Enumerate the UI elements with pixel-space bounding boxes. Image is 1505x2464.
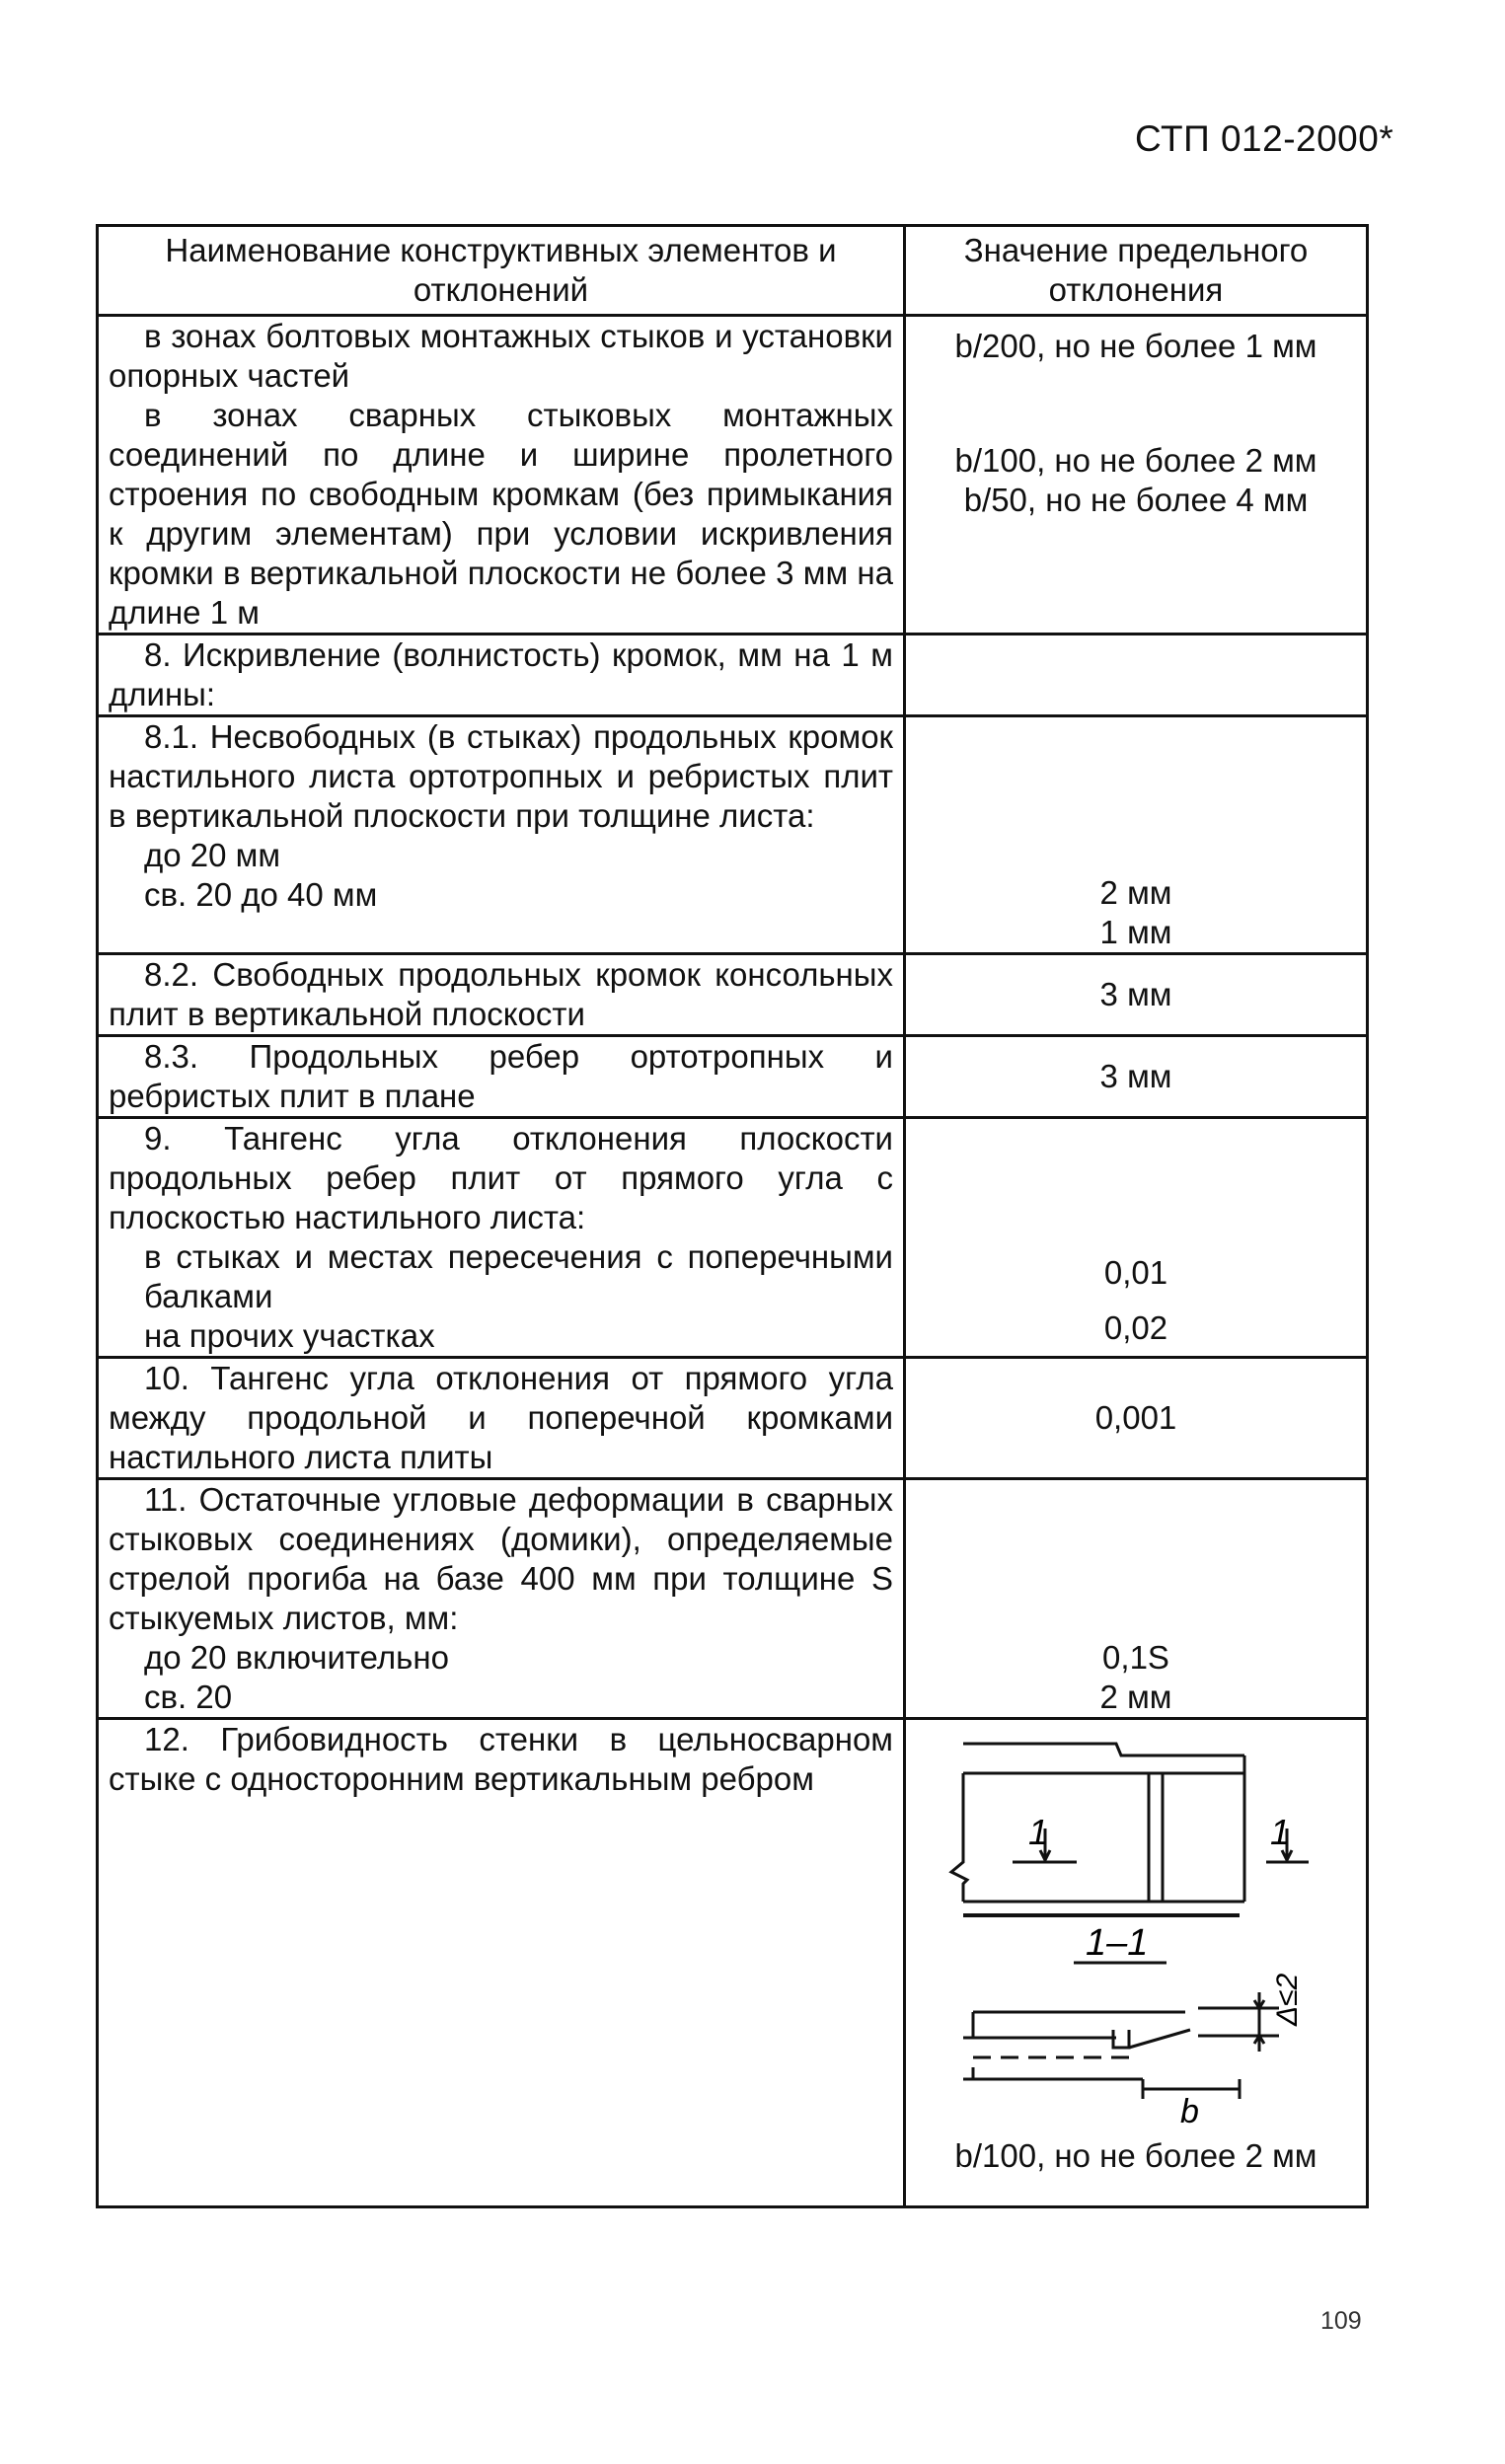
row-value: 0,1S (1102, 1639, 1169, 1676)
table-row (98, 954, 1368, 1036)
row-text: 9. Тангенс угла отклонения плоскости продольных ребер плит от прямого угла с плоскостью настильного листа: (109, 1120, 893, 1235)
section-title: 1–1 (1086, 1922, 1149, 1964)
row-value: b/100, но не более 2 мм (954, 442, 1317, 479)
table-header-row (98, 226, 1368, 316)
page-number: 109 (1320, 2307, 1362, 2335)
b-dimension-label: b (1180, 2093, 1199, 2128)
row-value: 3 мм (905, 1036, 1368, 1118)
table-row (98, 316, 1368, 635)
row-subitem: в стыках и местах пересечения с поперечными балками (144, 1238, 893, 1314)
table-row (98, 1118, 1368, 1358)
row-value: 0,01 (1103, 1254, 1168, 1291)
row-text: 10. Тангенс угла отклонения от прямого угла между продольной и поперечной кромками настильного листа плиты (109, 1360, 893, 1475)
row-text: 12. Грибовидность стенки в цельносварном стыке с односторонним вертикальным ребром (109, 1721, 893, 1797)
row-value: 2 мм (1099, 874, 1172, 911)
delta-label: Δ≤2 (1271, 1973, 1304, 2026)
column-header-value: Значение предельного отклонения (905, 226, 1368, 316)
row-text: 11. Остаточные угловые деформации в сварных стыковых соединениях (домики), определяемые стрелой прогиба на базе 400 мм при толщине S стыкуемых листов, мм: (109, 1481, 893, 1636)
row-text: 8.2. Свободных продольных кромок консольных плит в вертикальной плоскости (109, 956, 893, 1032)
row-subitem: на прочих участках (144, 1317, 435, 1354)
vertical-rib (1149, 1773, 1163, 1902)
row-value: 0,02 (1103, 1309, 1168, 1346)
row-value: b/200, но не более 1 мм (954, 328, 1317, 364)
row-value: b/100, но не более 2 мм (954, 2137, 1317, 2174)
row-value: 0,001 (905, 1358, 1368, 1479)
row-subitem: св. 20 до 40 мм (144, 876, 378, 913)
table-row (98, 1358, 1368, 1479)
tolerance-table (96, 224, 1369, 2208)
deformed-web-line (1129, 2030, 1190, 2048)
table-row (98, 1719, 1368, 2207)
top-flange-line (963, 1744, 1244, 1755)
row-text: 8.3. Продольных ребер ортотропных и ребристых плит в плане (109, 1038, 893, 1114)
row-value: 3 мм (905, 954, 1368, 1036)
column-header-name: Наименование конструктивных элементов и отклонений (98, 226, 905, 316)
row-text: 8.1. Несвободных (в стыках) продольных кромок настильного листа ортотропных и ребристых плит в вертикальной плоскости при толщине листа: (109, 718, 893, 834)
row-subitem: до 20 мм (144, 837, 281, 873)
section-mark-right: 1 (1270, 1812, 1291, 1852)
row-subitem: до 20 включительно (144, 1639, 449, 1676)
table-row (98, 716, 1368, 954)
table-row (98, 1036, 1368, 1118)
section-mark-left: 1 (1028, 1812, 1049, 1852)
row-subitem: св. 20 (144, 1679, 233, 1715)
row-value: 1 мм (1099, 914, 1172, 950)
weld-joint-drawing (934, 1734, 1348, 2128)
break-mark (951, 1773, 967, 1902)
row-value: 2 мм (1099, 1679, 1172, 1715)
row-text: 8. Искривление (волнистость) кромок, мм на 1 м длины: (109, 636, 893, 712)
table-row (98, 635, 1368, 716)
row-value: b/50, но не более 4 мм (963, 482, 1309, 518)
row-text: в зонах болтовых монтажных стыков и установки опорных частей (109, 318, 893, 394)
row-text: в зонах сварных стыковых монтажных соединений по длине и ширине пролетного строения по свободным кромкам (без примыкания к другим элементам) при условии искривления кромки в вертикальной плоскости не более 3 мм на длине 1 м (109, 397, 893, 631)
document-code: СТП 012-2000* (1135, 118, 1394, 159)
table-row (98, 1479, 1368, 1719)
